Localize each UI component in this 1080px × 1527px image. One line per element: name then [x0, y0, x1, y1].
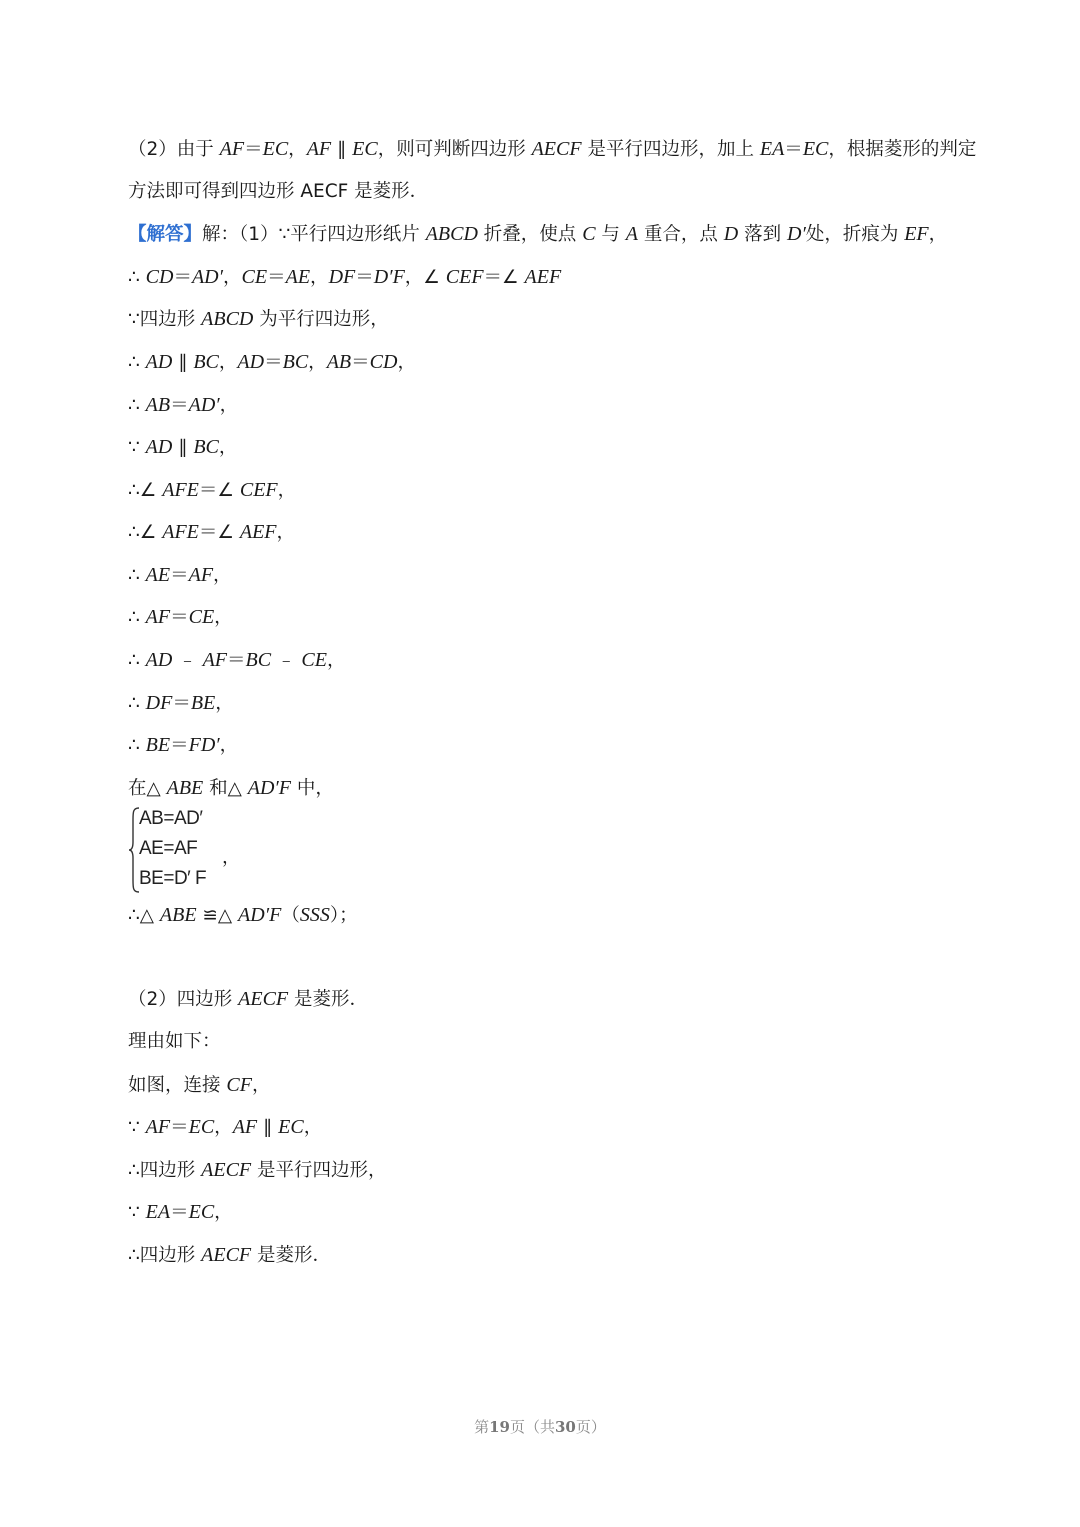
proof-line: ∴ AB＝AD′， [128, 394, 239, 416]
proof-line: ∴四边形 AECF 是菱形． [128, 1244, 332, 1266]
proof-line: ∴∠ AFE＝∠ AEF， [128, 521, 296, 543]
proof-line: ∴ DF＝BE， [128, 692, 234, 714]
equation-1: AB=AD′ [139, 808, 203, 829]
page-footer: 第19页（共30页） [474, 1418, 606, 1436]
analysis-line-2: （2）由于 AF＝EC，AF ∥ EC，则可判断四边形 AECF 是平行四边形，加上 EA＝EC，根据菱形的判定 [128, 138, 977, 160]
equation-system [128, 806, 268, 896]
proof-line: ∵ AD ∥ BC， [128, 436, 238, 458]
proof-line: ∴ CD＝AD′，CE＝AE，DF＝D′F，∠ CEF＝∠ AEF [128, 266, 562, 288]
proof-line: ∴四边形 AECF 是平行四边形， [128, 1159, 387, 1181]
page-number: 19 [489, 1418, 510, 1436]
total-pages: 30 [555, 1418, 576, 1436]
proof-line: ∴ AF＝CE， [128, 606, 233, 628]
analysis-line-2-cont: 方法即可得到四边形 AECF 是菱形． [128, 181, 429, 202]
proof-line: ∴ BE＝FD′， [128, 734, 239, 756]
proof-line: ∴ AE＝AF， [128, 564, 232, 586]
proof-line: ∵四边形 ABCD 为平行四边形， [128, 308, 389, 330]
proof-line: ∴∠ AFE＝∠ CEF， [128, 479, 297, 501]
equation-2: AE=AF [139, 838, 198, 859]
proof-conclusion: ∴△ ABE ≌△ AD′F（SSS）； [128, 904, 358, 926]
proof-line: ∵ AF＝EC，AF ∥ EC， [128, 1116, 323, 1138]
answer-heading-line: 【解答】解：（1）∵平行四边形纸片 ABCD 折叠，使点 C 与 A 重合，点 D 落到 D′处，折痕为 EF， [128, 223, 948, 245]
system-comma: ， [222, 847, 240, 868]
proof-line: ∴ AD ∥ BC，AD＝BC，AB＝CD， [128, 351, 416, 373]
answer-tag: 【解答】 [128, 224, 203, 245]
proof-line: ∴ AD ﹣ AF＝BC ﹣ CE， [128, 649, 346, 671]
proof-line: 在△ ABE 和△ AD′F 中， [128, 777, 334, 799]
reason-heading: 理由如下： [128, 1031, 221, 1052]
proof-line: ∵ EA＝EC， [128, 1201, 233, 1223]
proof-line: 如图，连接 CF， [128, 1074, 271, 1096]
equation-3: BE=D′ F [139, 868, 207, 889]
part-2-heading: （2）四边形 AECF 是菱形． [128, 988, 369, 1010]
